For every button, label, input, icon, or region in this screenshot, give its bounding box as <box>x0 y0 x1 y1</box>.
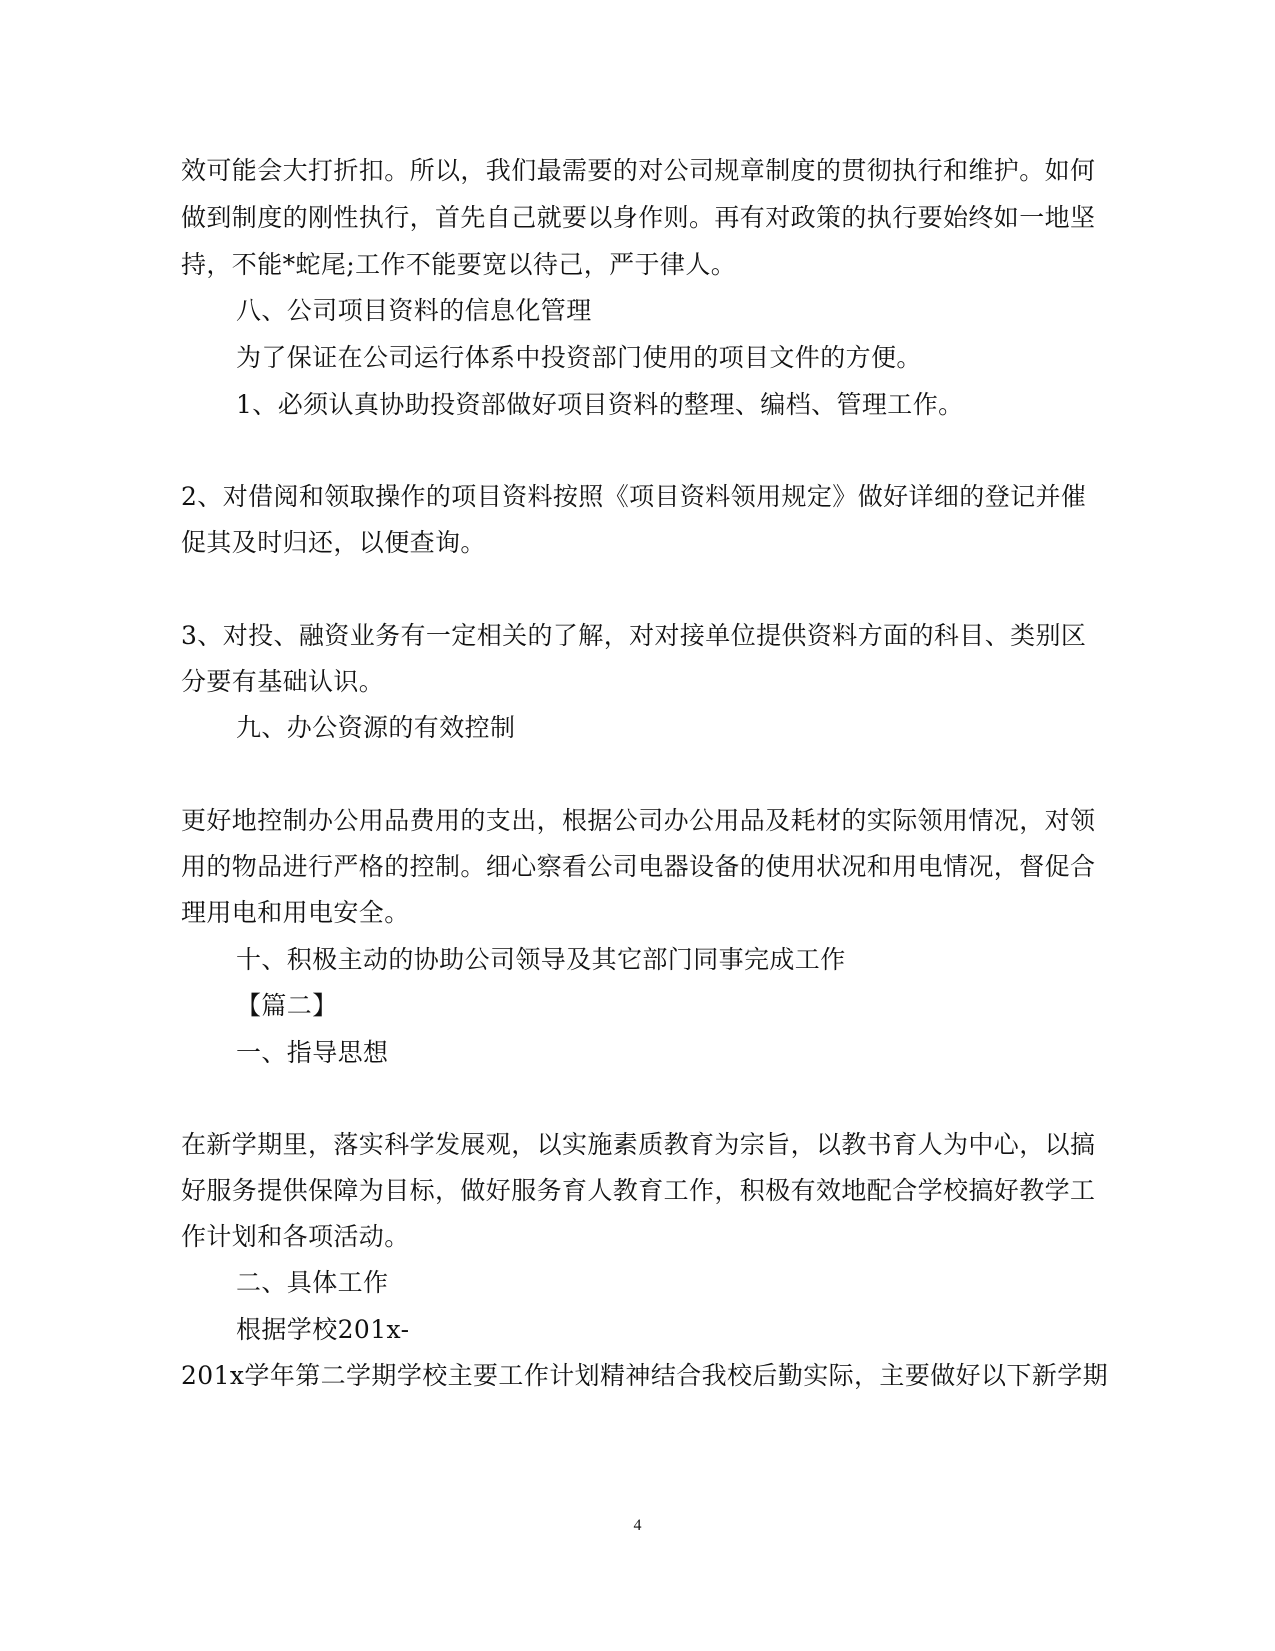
text-line: 在新学期里，落实科学发展观，以实施素质教育为宗旨，以教书育人为中心，以搞 <box>181 1130 1096 1159</box>
text-line: 根据学校201x- <box>236 1315 410 1344</box>
list-item: 1、必须认真协助投资部做好项目资料的整理、编档、管理工作。 <box>236 390 964 419</box>
part-heading: 【篇二】 <box>236 991 338 1020</box>
text-line: 作计划和各项活动。 <box>181 1222 410 1251</box>
list-item: 3、对投、融资业务有一定相关的了解，对对接单位提供资料方面的科目、类别区 <box>181 621 1087 650</box>
page-number: 4 <box>633 1517 642 1534</box>
text-line: 做到制度的刚性执行，首先自己就要以身作则。再有对政策的执行要始终如一地坚 <box>181 203 1096 232</box>
text-line: 理用电和用电安全。 <box>181 898 410 927</box>
section-heading: 二、具体工作 <box>236 1268 389 1297</box>
section-heading: 十、积极主动的协助公司领导及其它部门同事完成工作 <box>236 945 846 974</box>
text-line: 效可能会大打折扣。所以，我们最需要的对公司规章制度的贯彻执行和维护。如何 <box>181 156 1096 185</box>
text-line: 用的物品进行严格的控制。细心察看公司电器设备的使用状况和用电情况，督促合 <box>181 852 1096 881</box>
section-heading: 一、指导思想 <box>236 1038 389 1067</box>
text-line: 更好地控制办公用品费用的支出，根据公司办公用品及耗材的实际领用情况，对领 <box>181 806 1096 835</box>
section-heading: 九、办公资源的有效控制 <box>236 713 516 742</box>
list-item: 2、对借阅和领取操作的项目资料按照《项目资料领用规定》做好详细的登记并催 <box>181 482 1087 511</box>
text-line: 促其及时归还，以便查询。 <box>181 528 486 557</box>
section-heading: 八、公司项目资料的信息化管理 <box>236 296 592 325</box>
text-line: 201x学年第二学期学校主要工作计划精神结合我校后勤实际，主要做好以下新学期 <box>181 1361 1109 1390</box>
text-line: 为了保证在公司运行体系中投资部门使用的项目文件的方便。 <box>236 343 922 372</box>
text-line: 持，不能*蛇尾;工作不能要宽以待己，严于律人。 <box>181 250 737 279</box>
text-line: 分要有基础认识。 <box>181 667 385 696</box>
text-line: 好服务提供保障为目标，做好服务育人教育工作，积极有效地配合学校搞好教学工 <box>181 1176 1096 1205</box>
